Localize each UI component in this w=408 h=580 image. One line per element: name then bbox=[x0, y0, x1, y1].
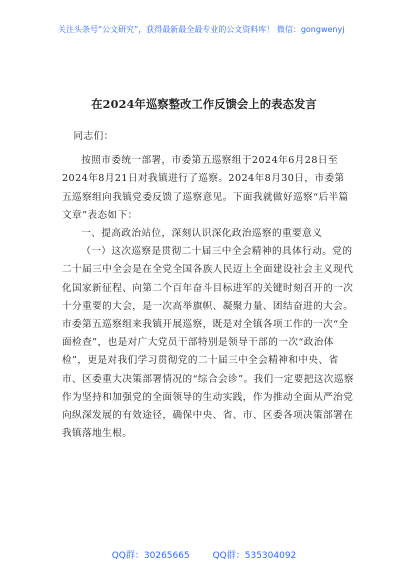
document-title: 在2024年巡察整改工作反馈会上的表态发言 bbox=[91, 97, 317, 111]
footer bbox=[0, 548, 408, 561]
paragraph-intro: 按照市委统一部署，市委第五巡察组于2024年6月28日至2024年8月21日对我镇进行了巡察。2024年8月30日，市委第五巡察组向我镇党委反馈了巡察意见。下面我就做好巡察“后半篇文章”表态如下： bbox=[62, 155, 349, 221]
section-heading-1: 一、提高政治站位，深刻认识深化政治巡察的重要意义 bbox=[81, 228, 323, 240]
salutation: 同志们： bbox=[73, 131, 114, 142]
footer-qq-group-2: QQ群：535304092 bbox=[212, 551, 297, 561]
document-body bbox=[62, 128, 354, 443]
footer-qq-group-1: QQ群：30265665 bbox=[111, 551, 190, 561]
header-note: 关注头条号“公文研究”，获得最新最全最专业的公文资料库！ 微信：gongwenyj bbox=[58, 25, 345, 34]
paragraph-section-1-1: （一）这次巡察是贯彻二十届三中全会精神的具体行动。党的二十届三中全会是在全党全国各族人民迈上全面建设社会主义现代化国家新征程、向第二个百年奋斗目标进军的关键时刻召开的一次十分重要的大会，是一次高举旗帜、凝聚力量、团结奋进的大会。市委第五巡察组来我镇开展巡察，既是对全镇各项工作的一次“全面检查”，也是对广大党员干部特别是领导干部的一次“政治体检”，更是对我们学习贯彻党的二十届三中全会精神和中央、省市、区委重大决策部署情况的“综合会诊”。我们一定要把这次巡察作为坚持和加强党的全面领导的生动实践，作为推动全面从严治党向纵深发展的有效途径，确保中央、省、市、区委各项决策部署在我镇落地生根。 bbox=[62, 246, 354, 440]
